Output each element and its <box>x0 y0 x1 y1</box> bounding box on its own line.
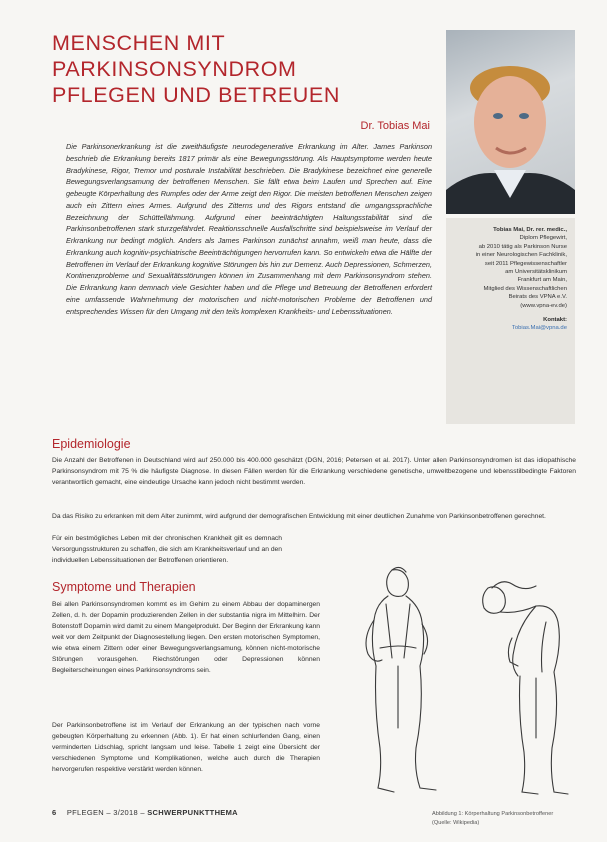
caption-source: (Quelle: Wikipedia) <box>432 820 480 826</box>
author-portrait-image <box>446 30 575 214</box>
title-line: PARKINSONSYNDROM <box>52 57 297 81</box>
bio-line: Beirats des VPNA e.V. <box>508 294 567 301</box>
author-name: Dr. Tobias Mai <box>360 120 430 132</box>
bio-line: ab 2010 tätig als Parkinson Nurse <box>478 243 567 250</box>
contact-email-link[interactable]: Tobias.Mai@vpna.de <box>511 325 567 332</box>
bio-line: seit 2011 Pflegewissenschaftler <box>484 260 567 267</box>
title-line: PFLEGEN UND BETREUEN <box>52 83 340 107</box>
bio-name: Tobias Mai, Dr. rer. medic., <box>493 227 567 233</box>
bio-line: Diplom Pflegewirt, <box>519 235 567 242</box>
page-number: 6 <box>52 808 57 817</box>
caption-line: Abbildung 1: Körperhaltung Parkinsonbetroffener <box>432 811 554 817</box>
intro-paragraph: Die Parkinsonerkrankung ist die zweithäufigste neurodegenerative Erkrankung im Alter. James Parkinson beschrieb die Erkrankung bereits 1817 primär als eine Bewegungsstörung. Als Hauptsymptome werden heute Bradykinese, Rigor, Tremor und posturale Instabilität beschrieben. Die Bradykinese bezeichnet eine generelle Bewegungsverlangsamung der betroffenen Menschen. Sie fällt etwa beim Laufen und Sprechen auf. Eine gebeugte Körperhaltung des Rumpfes oder der Arme zeigt den Rigor. Die meisten betroffenen Menschen zeigen auch ein Zittern eines Armes. Aufgrund des Zitterns und des Rigors entstand die umgangssprachliche Bezeichnung der Schüttellähmung. Aufgrund einer beeinträchtigten Haltungsstabilität sind die Parkinsonbetroffenen stark sturzgefährdet. Reaktionsschnelle Ausfallschritte sind beispielsweise im Verlauf der Erkrankung nur bedingt möglich. Anders als James Parkinson zunächst annahm, weiß man heute, dass die Erkrankung auch kognitiv-psychiatrische Beeinträchtigungen hervorrufen kann. So entwickeln etwa die Hälfte der Betroffenen im Verlauf der Erkrankung kognitive Störungen bis hin zur Demenz. Auch Depressionen, Schmerzen, Kontinenzprobleme und Sexualitätsstörungen können im Zusammenhang mit dem Parkinsonsyndrom stehen. Die Erkrankung kann demnach viele Gesichter haben und die Pflege und Betreuung der Betroffenen erfordert eine umfassende Wahrnehmung der motorischen und nicht-motorischen Probleme der Betroffenen und entsprechendes Wissen für den Umgang mit den teils komplexen Krankheits- und Lebenssituationen. <box>66 142 432 316</box>
epidemiologie-paragraph-2a: Da das Risiko zu erkranken mit dem Alter zunimmt, wird aufgrund der demografischen Entwicklung mit einer deutlichen Zunahme von Parkinsonbetroffenen gerechnet. <box>52 513 546 520</box>
author-sidebar <box>446 218 575 424</box>
bio-line: am Universitätsklinikum <box>505 269 567 276</box>
symptome-paragraph-2: Der Parkinsonbetroffene ist im Verlauf der Erkrankung an der typischen nach vorne gebeugten Körperhaltung zu erkennen (Abb. 1). Er hat einen schlurfenden Gang, einen verminderten Lidschlag, spricht langsam und leise. Tabelle 1 zeigt eine Übersicht der verschiedenen Symptome und Komplikationen, welche auch durch die Therapien hervorgerufen respektive verstärkt werden können. <box>52 722 320 773</box>
parkinson-posture-illustration <box>340 548 580 803</box>
author-bio <box>454 226 567 310</box>
heading-epidemiologie: Epidemiologie <box>52 437 131 451</box>
heading-symptome: Symptome und Therapien <box>52 580 196 594</box>
contact-label: Kontakt: <box>543 317 567 324</box>
author-photo <box>446 30 575 214</box>
magazine-issue: PFLEGEN – 3/2018 – <box>66 808 145 817</box>
title-line: MENSCHEN MIT <box>52 31 226 55</box>
epidemiologie-paragraph-1: Die Anzahl der Betroffenen in Deutschland wird auf 250.000 bis 400.000 geschätzt (DGN, 2016; Petersen et al. 2017). Unter allen Parkinsonsyndromen ist das idiopathische Parkinsonsyndrom mit 75 % die häufigste Diagnose. In diesen Fällen werden für die Erkrankung verschiedene genetische, umweltbezogene und lebensstilbedingte Faktoren verantwortlich gemacht, eine eindeutige Ursache kann jedoch nicht bestimmt werden. <box>52 457 576 486</box>
bio-line: (www.vpna-ev.de) <box>520 302 567 309</box>
epidemiologie-paragraph-2b: Für ein bestmögliches Leben mit der chronischen Krankheit gilt es demnach Versorgungsstrukturen zu schaffen, die sich am Krankheitsverlauf und an den individuellen Lebenssituationen der Betroffenen orientieren. <box>52 535 282 564</box>
article-title <box>52 30 432 108</box>
page-footer <box>52 808 238 817</box>
bio-line: in einer Neurologischen Fachklinik, <box>475 252 567 259</box>
bio-line: Frankfurt am Main, <box>517 277 567 284</box>
contact-block <box>454 316 567 333</box>
figure-caption <box>432 810 553 828</box>
section-label: SCHWERPUNKTTHEMA <box>147 808 238 817</box>
symptome-paragraph-1: Bei allen Parkinsonsyndromen kommt es im Gehirn zu einem Abbau der dopaminergen Zellen, d. h. der Dopamin produzierenden Zellen in der substantia nigra im Mittelhirn. Der Botenstoff Dopamin wird damit zu einem Mangelprodukt. Der Beginn der Erkrankung kann weit vor dem Zeitpunkt der Diagnosestellung liegen. Den ersten motorischen Symptomen, wie etwa einem Zittern oder einer Bewegungsverlangsamung, können nicht-motorische Störungen vorausgehen. Riechstörungen oder Depressionen können Begleiterscheinungen eines Parkinsonsyndroms sein. <box>52 601 320 674</box>
bio-line: Mitglied des Wissenschaftlichen <box>483 285 567 292</box>
